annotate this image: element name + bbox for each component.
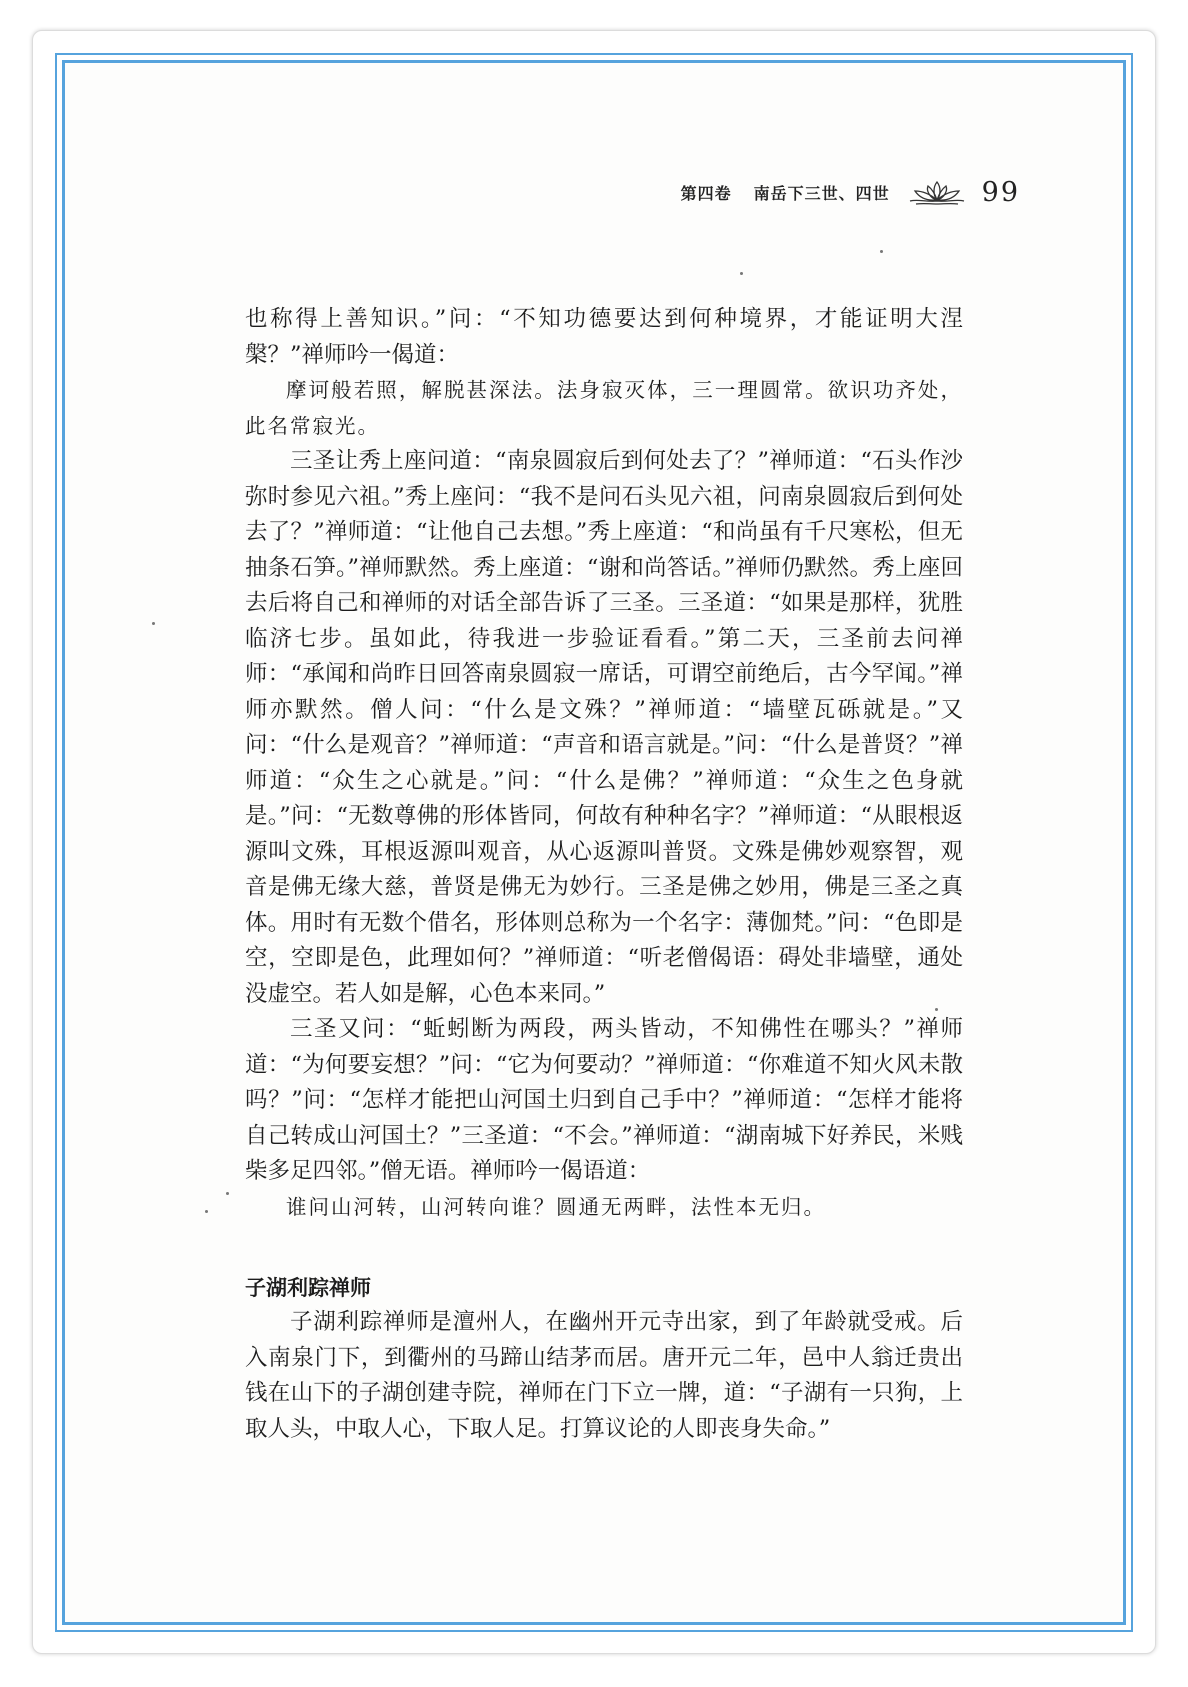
paragraph: 三圣让秀上座问道：“南泉圆寂后到何处去了？”禅师道：“石头作沙弥时参见六祖。”秀上座问：“我不是问石头见六祖，问南泉圆寂后到何处去了？”禅师道：“让他自己去想。”秀上座道：“和尚虽有千尺寒松，但无抽条石笋。”禅师默然。秀上座道：“谢和尚答话。”禅师仍默然。秀上座回去后将自己和禅师的对话全部告诉了三圣。三圣道：“如果是那样，犹胜临济七步。虽如此，待我进一步验证看看。”第二天，三圣前去问禅师：“承闻和尚昨日回答南泉圆寂一席话，可谓空前绝后，古今罕闻。”禅师亦默然。僧人问：“什么是文殊？”禅师道：“墙壁瓦砾就是。”又问：“什么是观音？”禅师道：“声音和语言就是。”问：“什么是普贤？”禅师道：“众生之心就是。”问：“什么是佛？”禅师道：“众生之色身就是。”问：“无数尊佛的形体皆同，何故有种种名字？”禅师道：“从眼根返源叫文殊，耳根返源叫观音，从心返源叫普贤。文殊是佛妙观察智，观音是佛无缘大慈，普贤是佛无为妙行。三圣是佛之妙用，佛是三圣之真体。用时有无数个借名，形体则总称为一个名字：薄伽梵。”问：“色即是空，空即是色，此理如何？”禅师道：“听老僧偈语：碍处非墙壁，通处没虚空。若人如是解，心色本来同。” [245,448,963,1007]
lotus-icon [906,177,968,207]
page-number: 99 [981,176,1020,208]
scan-speck [740,272,743,275]
scan-speck [880,250,883,253]
page-body [245,302,963,1447]
scan-speck [935,1008,938,1011]
paragraph: 子湖利踪禅师是澶州人，在幽州开元寺出家，到了年龄就受戒。后入南泉门下，到衢州的马蹄山结茅而居。唐开元二年，邑中人翁迁贵出钱在山下的子湖创建寺院，禅师在门下立一牌，道：“子湖有一只狗，上取人头，中取人心，下取人足。打算议论的人即丧身失命。” [245,1309,963,1442]
scan-speck [152,622,155,625]
scan-speck [205,1210,208,1213]
verse: 摩诃般若照，解脱甚深法。法身寂灭体，三一理圆常。欲识功齐处，此名常寂光。 [245,378,963,438]
section-title: 子湖利踪禅师 [245,1276,371,1300]
chapter-label: 南岳下三世、四世 [753,183,890,203]
running-header [640,168,1020,216]
volume-label: 第四卷 [680,183,732,203]
paragraph: 也称得上善知识。”问：“不知功德要达到何种境界，才能证明大涅槃？”禅师吟一偈道： [245,306,963,368]
verse: 谁问山河转，山河转向谁？圆通无两畔，法性本无归。 [286,1194,826,1219]
paragraph: 三圣又问：“蚯蚓断为两段，两头皆动，不知佛性在哪头？”禅师道：“为何要妄想？”问：“它为何要动？”禅师道：“你难道不知火风未散吗？”问：“怎样才能把山河国土归到自己手中？”禅师道：“怎样才能将自己转成山河国土？”三圣道：“不会。”禅师道：“湖南城下好养民，米贱柴多足四邻。”僧无语。禅师吟一偈语道： [245,1016,963,1184]
scan-speck [226,1192,229,1195]
